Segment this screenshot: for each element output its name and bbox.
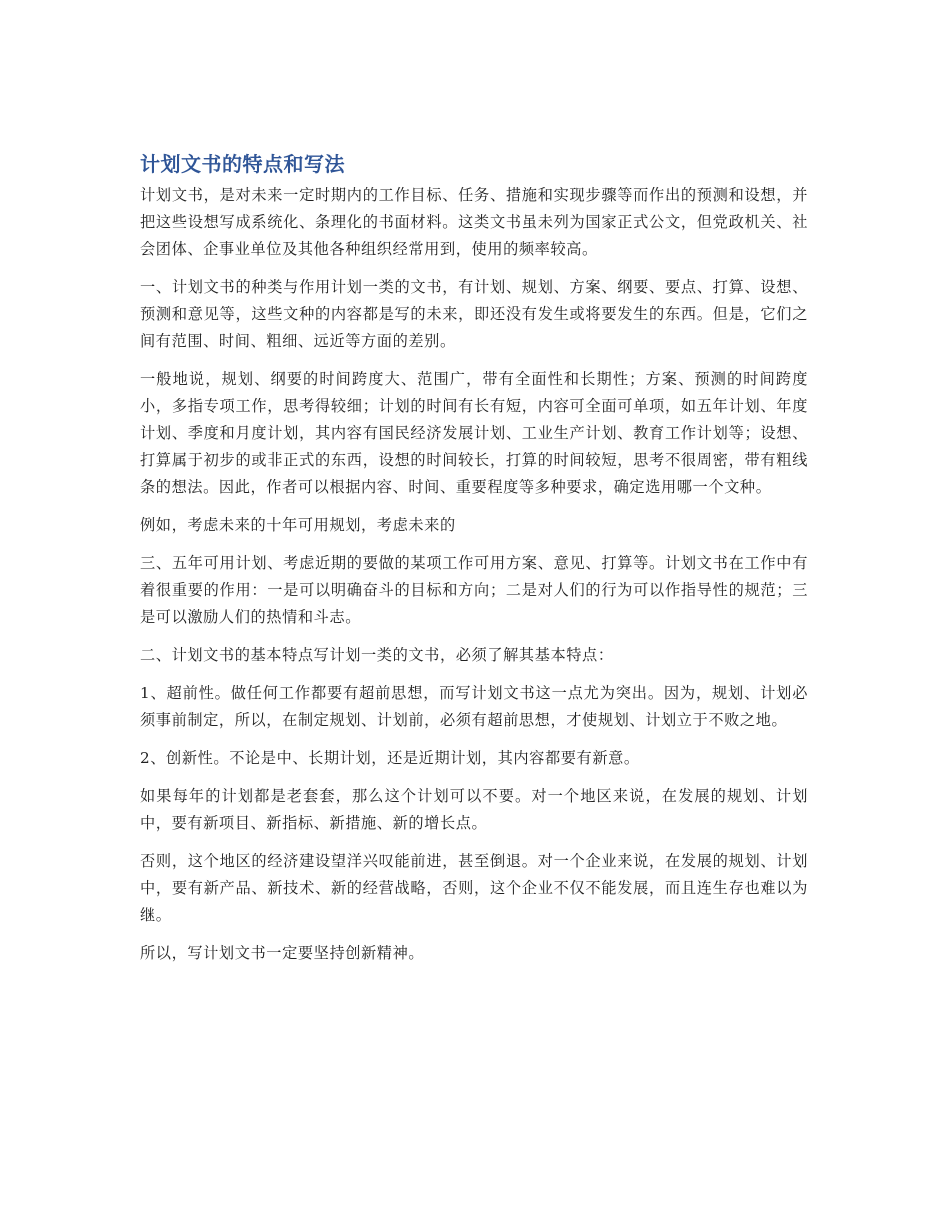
paragraph-7: 1、超前性。做任何工作都要有超前思想，而写计划文书这一点尤为突出。因为，规划、计划必须事前制定，所以，在制定规划、计划前，必须有超前思想，才使规划、计划立于不败之地。 bbox=[140, 684, 808, 729]
paragraph-10: 否则，这个地区的经济建设望洋兴叹能前进，甚至倒退。对一个企业来说，在发展的规划、计划中，要有新产品、新技术、新的经营战略，否则，这个企业不仅不能发展，而且连生存也难以为继。 bbox=[140, 852, 808, 924]
document-page bbox=[140, 150, 808, 978]
paragraph-4: 例如，考虑未来的十年可用规划，考虑未来的 bbox=[140, 516, 456, 534]
paragraph-2: 一、计划文书的种类与作用计划一类的文书，有计划、规划、方案、纲要、要点、打算、设想、预测和意见等，这些文种的内容都是写的未来，即还没有发生或将要发生的东西。但是，它们之间有范围、时间、粗细、远近等方面的差别。 bbox=[140, 278, 808, 350]
paragraph-1: 计划文书，是对未来一定时期内的工作目标、任务、措施和实现步骤等而作出的预测和设想，并把这些设想写成系统化、条理化的书面材料。这类文书虽未列为国家正式公文，但党政机关、社会团体、企事业单位及其他各种组织经常用到，使用的频率较高。 bbox=[140, 186, 808, 258]
paragraph-5: 三、五年可用计划、考虑近期的要做的某项工作可用方案、意见、打算等。计划文书在工作中有着很重要的作用：一是可以明确奋斗的目标和方向；二是对人们的行为可以作指导性的规范；三是可以激励人们的热情和斗志。 bbox=[140, 554, 808, 626]
paragraph-3: 一般地说，规划、纲要的时间跨度大、范围广，带有全面性和长期性；方案、预测的时间跨度小，多指专项工作，思考得较细；计划的时间有长有短，内容可全面可单项，如五年计划、年度计划、季度和月度计划，其内容有国民经济发展计划、工业生产计划、教育工作计划等；设想、打算属于初步的或非正式的东西，设想的时间较长，打算的时间较短，思考不很周密，带有粗线条的想法。因此，作者可以根据内容、时间、重要程度等多种要求，确定选用哪一个文种。 bbox=[140, 370, 808, 496]
paragraph-8: 2、创新性。不论是中、长期计划，还是近期计划，其内容都要有新意。 bbox=[140, 749, 640, 767]
paragraph-6: 二、计划文书的基本特点写计划一类的文书，必须了解其基本特点： bbox=[140, 646, 614, 664]
paragraph-11: 所以，写计划文书一定要坚持创新精神。 bbox=[140, 944, 425, 962]
document-title: 计划文书的特点和写法 bbox=[140, 152, 345, 176]
paragraph-9: 如果每年的计划都是老套套，那么这个计划可以不要。对一个地区来说，在发展的规划、计划中，要有新项目、新指标、新措施、新的增长点。 bbox=[140, 787, 808, 832]
document-body bbox=[140, 182, 808, 967]
